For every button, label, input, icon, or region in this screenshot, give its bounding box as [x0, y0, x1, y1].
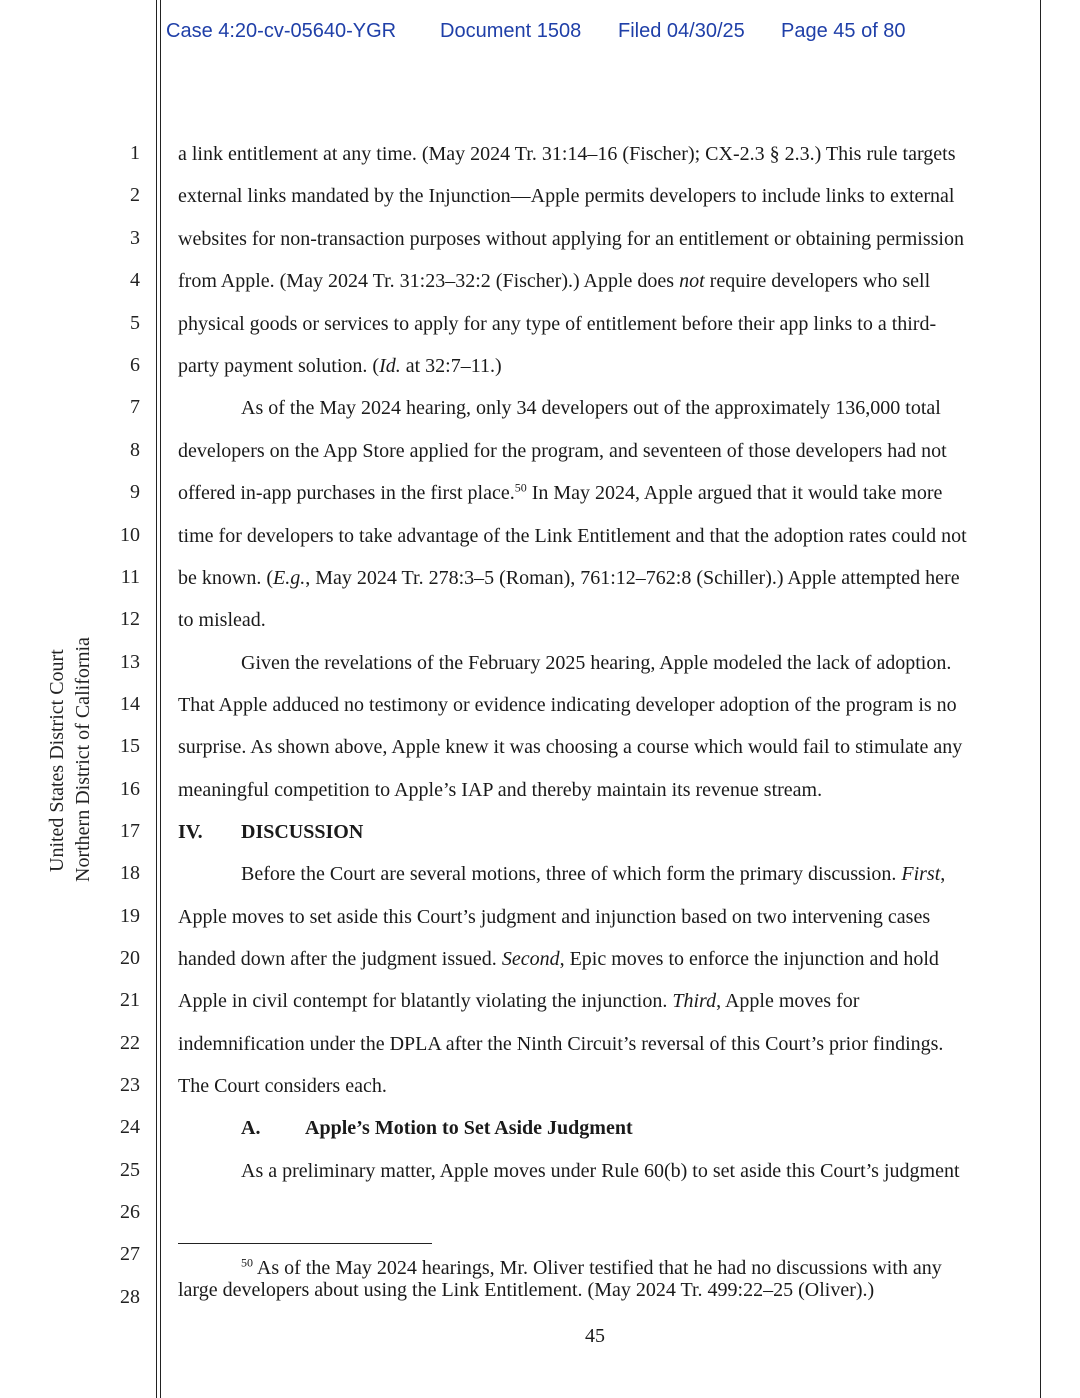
line-number: 2: [130, 184, 140, 206]
line-number: 21: [120, 989, 140, 1011]
body-line-5: physical goods or services to apply for any type of entitlement before their app links to a third-: [178, 313, 937, 335]
text-run: Apple in civil contempt for blatantly violating the injunction.: [178, 990, 673, 1012]
line-number: 19: [120, 905, 140, 927]
line-number: 13: [120, 651, 140, 673]
body-line-16: meaningful competition to Apple’s IAP and thereby maintain its revenue stream.: [178, 779, 823, 801]
line-number: 23: [120, 1074, 140, 1096]
footnote-line-1: [241, 1256, 942, 1280]
footnote-number: 50: [241, 1255, 253, 1270]
text-run: As of the May 2024 hearings, Mr. Oliver testified that he had no discussions with any: [253, 1257, 942, 1279]
court-name: United States District Court: [46, 649, 68, 872]
text-run: offered in-app purchases in the first place.: [178, 482, 515, 504]
citation-eg: E.g.: [272, 567, 306, 589]
body-line-3: websites for non-transaction purposes without applying for an entitlement or obtaining permission: [178, 228, 964, 250]
line-number: 9: [130, 481, 140, 503]
text-run: Before the Court are several motions, three of which form the primary discussion.: [241, 863, 902, 885]
line-number: 22: [120, 1032, 140, 1054]
case-number: Case 4:20-cv-05640-YGR: [166, 20, 397, 42]
line-number: 24: [120, 1116, 140, 1138]
emphasis: Third: [672, 990, 717, 1012]
text-run: , May 2024 Tr. 278:3–5 (Roman), 761:12–762:8 (Schiller).) Apple attempted here: [305, 567, 960, 589]
footnote-ref[interactable]: 50: [514, 480, 527, 495]
body-line-23: The Court considers each.: [178, 1075, 387, 1097]
line-number: 3: [130, 227, 140, 249]
body-line-2: external links mandated by the Injunction—Apple permits developers to include links to external: [178, 185, 955, 207]
body-line-8: developers on the App Store applied for the program, and seventeen of those developers had not: [178, 440, 947, 462]
body-line-20: [178, 947, 939, 971]
line-number: 12: [120, 608, 140, 630]
line-number: 14: [120, 693, 140, 715]
text-run: ,: [940, 863, 946, 885]
body-line-12: to mislead.: [178, 609, 266, 631]
body-line-25: As a preliminary matter, Apple moves under Rule 60(b) to set aside this Court’s judgment: [241, 1160, 960, 1182]
line-number: 20: [120, 947, 140, 969]
footnote-divider: [178, 1243, 432, 1244]
line-number: 27: [120, 1243, 140, 1265]
text-run: handed down after the judgment issued.: [178, 948, 502, 970]
line-number: 6: [130, 354, 140, 376]
line-number: 17: [120, 820, 140, 842]
emphasis: First: [901, 863, 941, 885]
body-line-15: surprise. As shown above, Apple knew it was choosing a course which would fail to stimulate any: [178, 736, 963, 758]
line-number: 5: [130, 312, 140, 334]
court-district: Northern District of California: [72, 637, 94, 882]
subsection-heading-a: [241, 1116, 633, 1140]
footnote-line-2: large developers about using the Link Entitlement. (May 2024 Tr. 499:22–25 (Oliver).): [178, 1279, 875, 1301]
line-number: 8: [130, 439, 140, 461]
line-number: 16: [120, 778, 140, 800]
line-number: 7: [130, 396, 140, 418]
line-number: 25: [120, 1159, 140, 1181]
line-number: 1: [130, 142, 140, 164]
emphasis: not: [679, 270, 705, 292]
text-run: be known. (: [178, 567, 273, 589]
body-line-4: [178, 269, 930, 293]
emphasis: Second: [501, 948, 560, 970]
line-number: 10: [120, 524, 140, 546]
line-number: 18: [120, 862, 140, 884]
line-number: 26: [120, 1201, 140, 1223]
document-number: Document 1508: [440, 20, 582, 42]
text-run: , Apple moves for: [716, 990, 860, 1012]
page-number: 45: [585, 1325, 605, 1347]
body-line-1: a link entitlement at any time. (May 2024 Tr. 31:14–16 (Fischer); CX-2.3 § 2.3.) This rule targets: [178, 143, 956, 165]
line-number: 15: [120, 735, 140, 757]
section-title: DISCUSSION: [241, 821, 364, 843]
subsection-title: Apple’s Motion to Set Aside Judgment: [305, 1117, 633, 1139]
body-line-22: indemnification under the DPLA after the Ninth Circuit’s reversal of this Court’s prior findings.: [178, 1033, 944, 1055]
text-run: In May 2024, Apple argued that it would take more: [526, 482, 943, 504]
right-margin-rule: [1040, 0, 1041, 1398]
page-count: Page 45 of 80: [781, 20, 906, 42]
body-line-9: [178, 481, 942, 505]
text-run: from Apple. (May 2024 Tr. 31:23–32:2 (Fischer).) Apple does: [178, 270, 680, 292]
line-number: 28: [120, 1286, 140, 1308]
text-run: require developers who sell: [704, 270, 931, 292]
left-margin-rule: [156, 0, 157, 1398]
line-number: 11: [120, 566, 140, 588]
body-line-14: That Apple adduced no testimony or evidence indicating developer adoption of the program is no: [178, 694, 957, 716]
text-run: , Epic moves to enforce the injunction and hold: [559, 948, 939, 970]
body-line-18: [241, 862, 945, 886]
body-line-19: Apple moves to set aside this Court’s judgment and injunction based on two intervening cases: [178, 906, 931, 928]
body-line-13: Given the revelations of the February 2025 hearing, Apple modeled the lack of adoption.: [241, 652, 952, 674]
body-line-21: [178, 989, 859, 1013]
body-line-10: time for developers to take advantage of the Link Entitlement and that the adoption rates could not: [178, 525, 967, 547]
citation-id: Id.: [379, 355, 401, 377]
subsection-number: A.: [241, 1117, 261, 1139]
text-run: party payment solution. (: [178, 355, 380, 377]
section-heading-iv: [178, 820, 364, 844]
line-number: 4: [130, 269, 140, 291]
left-margin-rule-2: [160, 0, 161, 1398]
filed-date: Filed 04/30/25: [618, 20, 745, 42]
body-line-7: As of the May 2024 hearing, only 34 developers out of the approximately 136,000 total: [241, 397, 941, 419]
body-line-6: [178, 354, 502, 378]
body-line-11: [178, 566, 960, 590]
section-number: IV.: [178, 821, 203, 843]
text-run: at 32:7–11.): [400, 355, 502, 377]
